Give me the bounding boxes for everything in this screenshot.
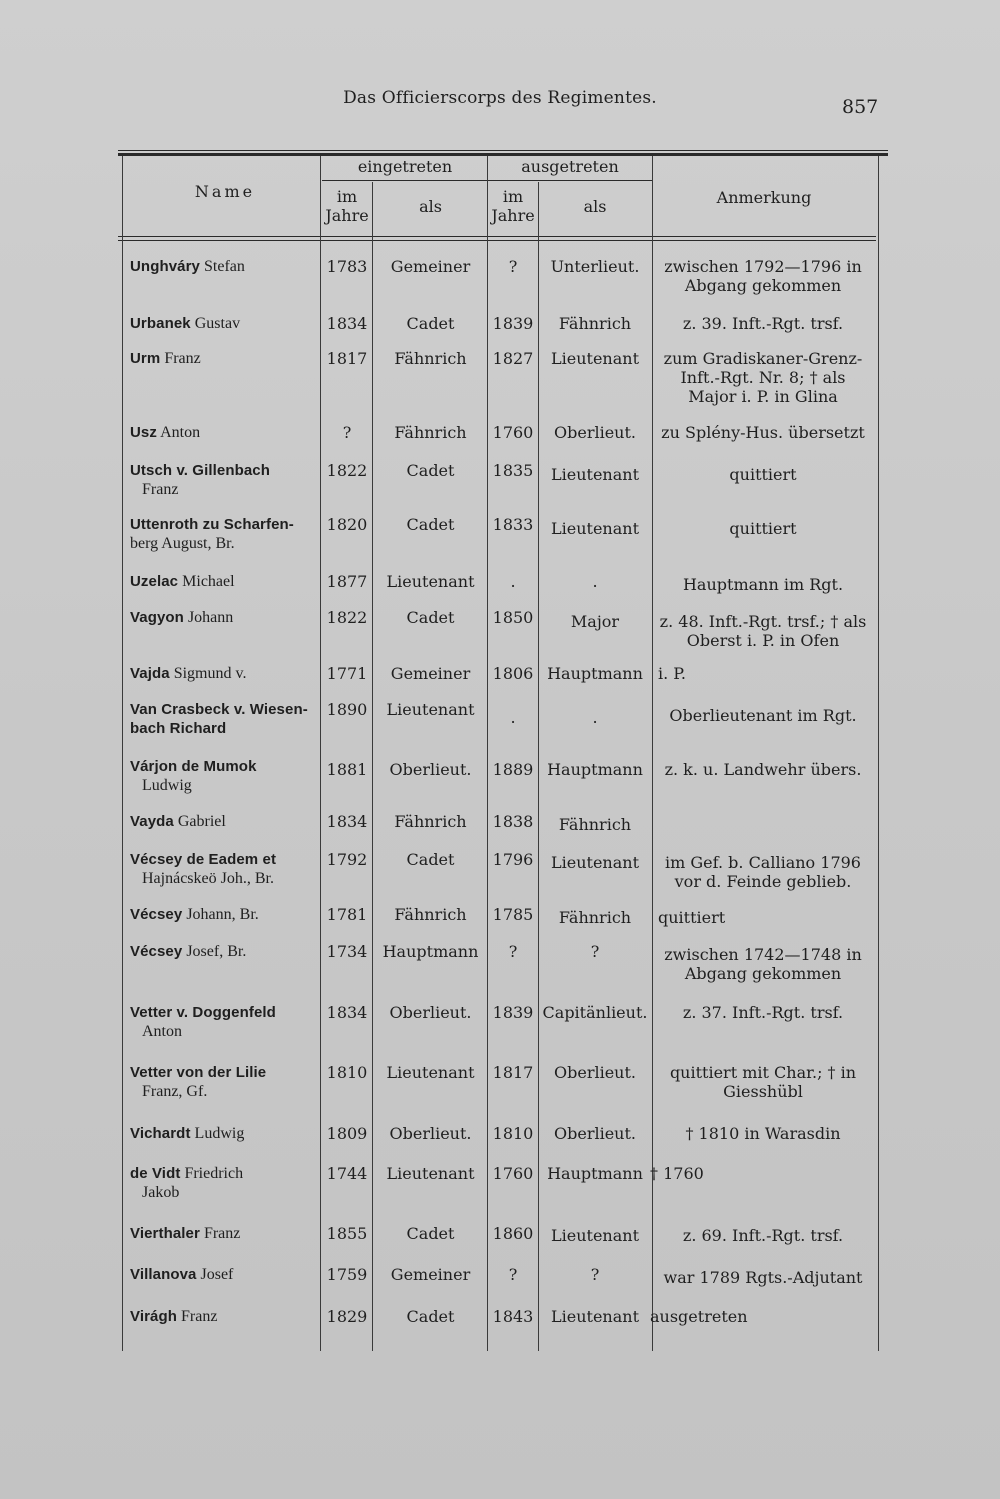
header-year-out-l2: Jahre (491, 206, 535, 225)
surname: Urm (130, 350, 161, 367)
year-in: 1817 (326, 349, 368, 368)
note-line: vor d. Feinde geblieb. (674, 872, 852, 891)
rank-in: Lieutenant (386, 700, 475, 719)
note-line: Giesshübl (723, 1082, 803, 1101)
year-in: 1820 (326, 515, 368, 534)
note (658, 945, 868, 983)
name-line2-text: bach Richard (130, 720, 227, 737)
surname: Urbanek (130, 315, 191, 332)
year-out: 1806 (492, 664, 534, 683)
surname: Vayda (130, 813, 174, 830)
name-line2: Hajnácskeö Joh., Br. (142, 870, 274, 887)
note (658, 257, 868, 295)
note: ausgetreten (650, 1307, 748, 1326)
name-cell (130, 664, 320, 683)
year-out: 1817 (492, 1063, 534, 1082)
name-cell (130, 349, 320, 368)
year-out: 1827 (492, 349, 534, 368)
note-line: zwischen 1792—1796 in (664, 257, 862, 276)
surname: Vagyon (130, 609, 184, 626)
note-line: quittiert mit Char.; † in (669, 1063, 857, 1082)
rank-out: Lieutenant (551, 1226, 639, 1245)
rank-in: Fähnrich (394, 423, 467, 442)
surname: Vetter v. Doggenfeld (130, 1004, 276, 1021)
page-title: Das Officierscorps des Regimentes. (343, 88, 657, 108)
year-in: 1792 (326, 850, 368, 869)
rank-out: Fähnrich (558, 314, 632, 333)
rank-in: Cadet (406, 515, 455, 534)
surname: Virágh (130, 1308, 178, 1325)
name-cell (130, 1003, 320, 1041)
year-out: ? (508, 257, 518, 276)
rank-in: Cadet (406, 314, 455, 333)
name-line2: Anton (142, 1023, 182, 1040)
year-in: 1829 (326, 1307, 368, 1326)
year-in: 1744 (326, 1164, 368, 1183)
name-cell (130, 812, 320, 831)
rank-in: Fähnrich (394, 349, 467, 368)
rank-out: Oberlieut. (554, 1124, 636, 1143)
rank-out: Lieutenant (551, 349, 639, 368)
year-out: 1810 (492, 1124, 534, 1143)
year-in: 1822 (326, 608, 368, 627)
year-in: 1810 (326, 1063, 368, 1082)
name-cell (130, 1164, 320, 1202)
rank-out: Capitänlieut. (542, 1003, 648, 1022)
rank-out: Unterlieut. (550, 257, 640, 276)
year-out: 1785 (492, 905, 534, 924)
name-line2: berg August, Br. (130, 535, 235, 552)
name-cell (130, 1265, 320, 1284)
year-out: 1796 (492, 850, 534, 869)
rank-out: Lieutenant (551, 519, 639, 538)
year-out: ? (508, 942, 518, 961)
rank-out: Hauptmann (547, 1164, 643, 1183)
top-rule-thick (118, 153, 888, 156)
name-cell (130, 1124, 320, 1143)
year-out: 1838 (492, 812, 534, 831)
header-rank-out: als (583, 197, 607, 216)
note: z. 37. Inft.-Rgt. trsf. (682, 1003, 844, 1022)
name-cell (130, 1307, 320, 1326)
name-line2 (130, 719, 320, 738)
note: z. 69. Inft.-Rgt. trsf. (682, 1226, 844, 1245)
rank-in: Lieutenant (386, 572, 475, 591)
rank-in: Cadet (406, 1307, 455, 1326)
year-in: 1881 (326, 760, 368, 779)
header-bottom-rule-2 (118, 240, 876, 241)
note: Hauptmann im Rgt. (682, 575, 844, 594)
year-in: 1834 (326, 812, 368, 831)
year-in: 1822 (326, 461, 368, 480)
given-name: Johann (187, 609, 234, 626)
header-name: Name (194, 182, 256, 201)
name-line2: Ludwig (142, 777, 192, 794)
year-in: ? (342, 423, 352, 442)
given-name: Friedrich (184, 1165, 244, 1182)
surname: Vécsey (130, 906, 183, 923)
surname: Usz (130, 424, 157, 441)
surname: Uzelac (130, 573, 179, 590)
rank-out: Lieutenant (551, 1307, 639, 1326)
year-in: 1890 (326, 700, 368, 719)
surname: Vierthaler (130, 1225, 200, 1242)
note-line: zwischen 1742—1748 in (664, 945, 862, 964)
name-line2: Franz (142, 481, 179, 498)
given-name: Franz (203, 1225, 241, 1242)
year-out: 1839 (492, 314, 534, 333)
year-in: 1759 (326, 1265, 368, 1284)
given-name: Ludwig (194, 1125, 245, 1142)
name-cell (130, 314, 320, 333)
rank-out: Lieutenant (551, 465, 639, 484)
year-out: 1889 (492, 760, 534, 779)
rank-in: Cadet (406, 608, 455, 627)
given-name: Gustav (194, 315, 241, 332)
note: i. P. (658, 664, 686, 683)
surname: de Vidt (130, 1165, 181, 1182)
year-in: 1809 (326, 1124, 368, 1143)
rank-in: Fähnrich (394, 812, 467, 831)
rank-out: Hauptmann (547, 760, 643, 779)
note: war 1789 Rgts.-Adjutant (663, 1268, 863, 1287)
name-cell (130, 850, 320, 888)
year-out: 1760 (492, 423, 534, 442)
name-cell (130, 423, 320, 442)
given-name: Stefan (204, 258, 245, 275)
rank-out: Hauptmann (547, 664, 643, 683)
year-out: . (510, 572, 516, 591)
header-year-out-l1: im (502, 187, 524, 206)
year-in: 1783 (326, 257, 368, 276)
vline-left (122, 156, 123, 1351)
rank-in: Lieutenant (386, 1063, 475, 1082)
rank-in: Gemeiner (390, 664, 471, 683)
rank-in: Gemeiner (390, 257, 471, 276)
name-cell (130, 257, 320, 276)
rank-out: Fähnrich (558, 815, 632, 834)
note: quittiert (658, 908, 726, 927)
rank-out: ? (590, 1265, 600, 1284)
rank-in: Lieutenant (386, 1164, 475, 1183)
surname: Utsch v. Gillenbach (130, 462, 270, 479)
note-line: Abgang gekommen (684, 964, 842, 983)
rank-out: . (592, 708, 598, 727)
rank-out: ? (590, 942, 600, 961)
rank-in: Cadet (406, 461, 455, 480)
name-cell (130, 515, 320, 553)
note: † 1760 (650, 1164, 704, 1183)
given-name: Gabriel (177, 813, 226, 830)
name-cell (130, 1063, 320, 1101)
year-out: 1835 (492, 461, 534, 480)
given-name: Michael (182, 573, 235, 590)
rank-out: Fähnrich (558, 908, 632, 927)
year-in: 1834 (326, 314, 368, 333)
surname: Vichardt (130, 1125, 191, 1142)
note-line: Abgang gekommen (684, 276, 842, 295)
name-cell (130, 1224, 320, 1243)
rank-in: Oberlieut. (389, 760, 472, 779)
year-in: 1855 (326, 1224, 368, 1243)
given-name: Franz (164, 350, 201, 367)
given-name: Johann, Br. (186, 906, 259, 923)
surname: Vécsey de Eadem et (130, 851, 277, 868)
rank-in: Cadet (406, 1224, 455, 1243)
given-name: Sigmund v. (173, 665, 247, 682)
year-out: 1833 (492, 515, 534, 534)
note: z. k. u. Landwehr übers. (664, 760, 862, 779)
note: zu Splény-Hus. übersetzt (661, 423, 865, 442)
note (658, 1063, 868, 1101)
rank-out: . (592, 572, 598, 591)
surname: Várjon de Mumok (130, 758, 257, 775)
page-number: 857 (842, 96, 879, 118)
note-line: Major i. P. in Glina (688, 387, 838, 406)
year-out: 1839 (492, 1003, 534, 1022)
rank-out: Oberlieut. (554, 423, 636, 442)
year-in: 1877 (326, 572, 368, 591)
given-name: Josef, Br. (186, 943, 247, 960)
rank-in: Gemeiner (390, 1265, 471, 1284)
surname: Vetter von der Lilie (130, 1064, 267, 1081)
year-in: 1781 (326, 905, 368, 924)
note (658, 349, 868, 406)
header-ausgetreten: ausgetreten (521, 157, 619, 176)
top-rule (118, 150, 888, 151)
note-line: Oberst i. P. in Ofen (686, 631, 840, 650)
note (658, 853, 868, 891)
note-line: z. 48. Inft.-Rgt. trsf.; † als (659, 612, 867, 631)
vline-name (320, 156, 321, 1351)
name-cell (130, 572, 320, 591)
header-bottom-rule (118, 236, 876, 237)
name-cell (130, 905, 320, 924)
header-year-in-l1: im (336, 187, 358, 206)
given-name: Anton (160, 424, 201, 441)
rank-in: Hauptmann (382, 942, 479, 961)
note: z. 39. Inft.-Rgt. trsf. (682, 314, 844, 333)
surname: Vajda (130, 665, 170, 682)
rank-out: Lieutenant (551, 853, 639, 872)
note: quittiert (729, 519, 797, 538)
note: † 1810 in Warasdin (685, 1124, 841, 1143)
surname: Villanova (130, 1266, 197, 1283)
rank-in: Oberlieut. (389, 1003, 472, 1022)
header-year-in-l2: Jahre (325, 206, 369, 225)
header-rank-in: als (419, 197, 442, 216)
note-line: im Gef. b. Calliano 1796 (665, 853, 861, 872)
vline-right (878, 156, 879, 1351)
header-eingetreten: eingetreten (357, 157, 453, 176)
surname: Uttenroth zu Scharfen- (130, 516, 294, 533)
given-name: Josef (200, 1266, 234, 1283)
rank-in: Oberlieut. (389, 1124, 472, 1143)
name-cell (130, 942, 320, 961)
year-out: 1760 (492, 1164, 534, 1183)
rank-in: Fähnrich (394, 905, 467, 924)
surname: Vécsey (130, 943, 183, 960)
year-out: . (510, 708, 516, 727)
name-cell (130, 700, 320, 738)
given-name: Franz (181, 1308, 218, 1325)
rank-out: Oberlieut. (554, 1063, 636, 1082)
note (658, 612, 868, 650)
surname: Unghváry (130, 258, 200, 275)
note: quittiert (729, 465, 797, 484)
surname: Van Crasbeck v. Wiesen- (130, 701, 308, 718)
note-line: Inft.-Rgt. Nr. 8; † als (680, 368, 846, 387)
name-cell (130, 461, 320, 499)
name-cell (130, 757, 320, 795)
name-line2: Franz, Gf. (142, 1083, 208, 1100)
note: Oberlieutenant im Rgt. (669, 706, 857, 725)
year-out: 1850 (492, 608, 534, 627)
name-line2: Jakob (142, 1184, 180, 1201)
year-in: 1771 (326, 664, 368, 683)
year-out: ? (508, 1265, 518, 1284)
vline-year-in (372, 182, 373, 1351)
year-in: 1834 (326, 1003, 368, 1022)
header-note: Anmerkung (716, 188, 812, 207)
rank-in: Cadet (406, 850, 455, 869)
year-in: 1734 (326, 942, 368, 961)
year-out: 1843 (492, 1307, 534, 1326)
year-out: 1860 (492, 1224, 534, 1243)
note-line: zum Gradiskaner-Grenz- (663, 349, 863, 368)
name-cell (130, 608, 320, 627)
rank-out: Major (570, 612, 620, 631)
